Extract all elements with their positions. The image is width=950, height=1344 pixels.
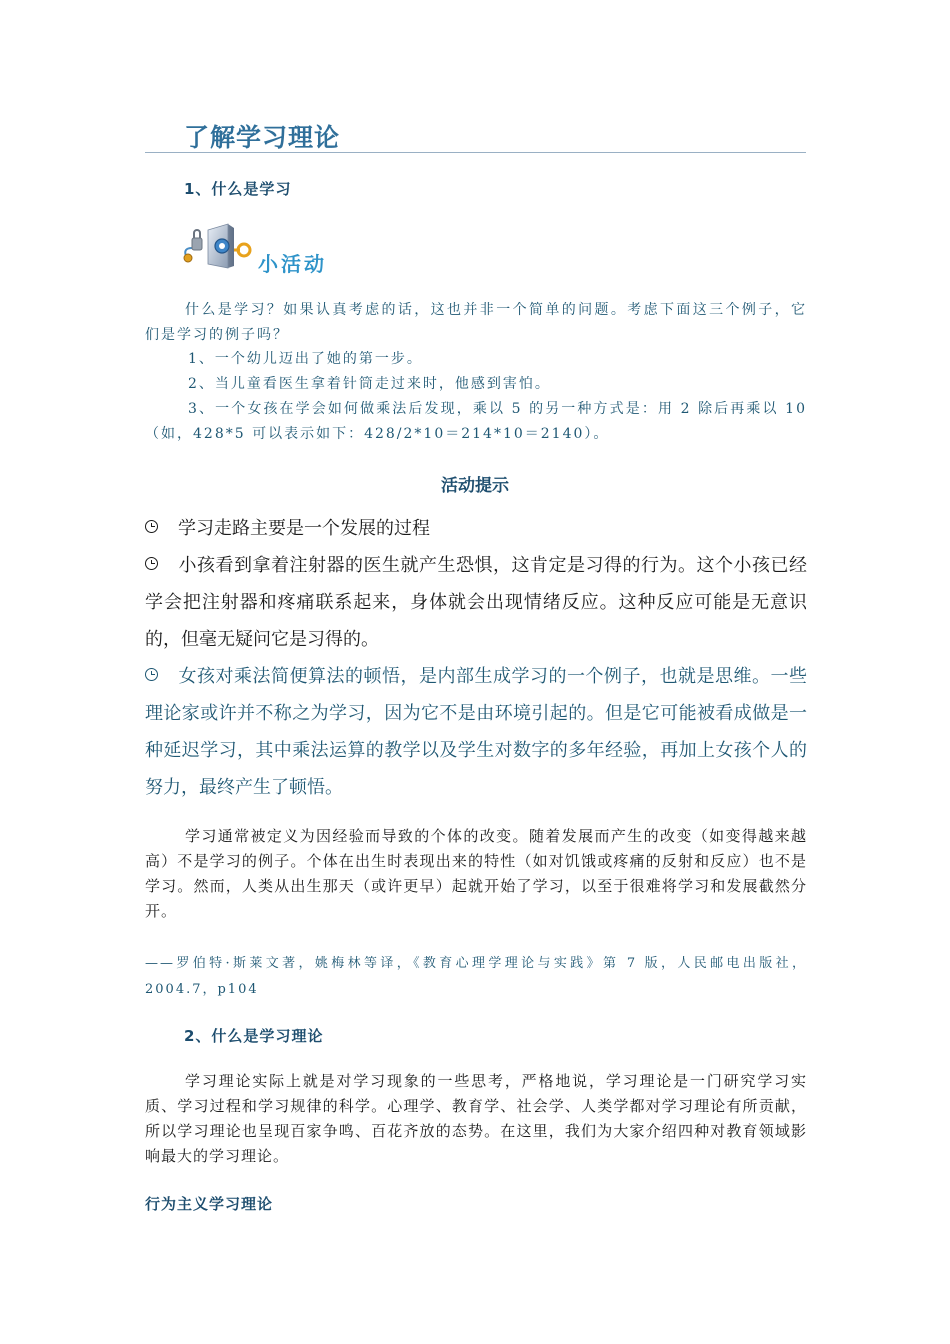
clock-icon bbox=[145, 520, 158, 533]
section-2-paragraph: 学习理论实际上就是对学习现象的一些思考，严格地说，学习理论是一门研究学习实质、学习过程和学习规律的科学。心理学、教育学、社会学、人类学都对学习理论有所贡献，所以学习理论也呈现百家争鸣、百花齐放的态势。在这里，我们为大家介绍四种对教育领域影响最大的学习理论。 bbox=[145, 1072, 807, 1165]
quote-paragraph: 学习通常被定义为因经验而导致的个体的改变。随着发展而产生的改变（如变得越来越高）不是学习的例子。个体在出生时表现出来的特性（如对饥饿或疼痛的反射和反应）也不是学习。然而，人类从出生那天（或许更早）起就开始了学习，以至于很难将学习和发展截然分开。 bbox=[145, 827, 807, 920]
hints-title: 活动提示 bbox=[441, 476, 509, 496]
hint-item bbox=[145, 547, 807, 658]
lock-key-icon bbox=[182, 222, 252, 270]
activity-example-1: 1、一个幼儿迈出了她的第一步。 bbox=[188, 351, 423, 367]
activity-label: 小活动 bbox=[258, 252, 327, 276]
hint-text: 女孩对乘法简便算法的顿悟，是内部生成学习的一个例子，也就是思维。一些理论家或许并不称之为学习，因为它不是由环境引起的。但是它可能被看成做是一种延迟学习，其中乘法运算的教学以及学生对数字的多年经验，再加上女孩个人的努力，最终产生了顿悟。 bbox=[145, 666, 807, 798]
hint-text: 小孩看到拿着注射器的医生就产生恐惧，这肯定是习得的行为。这个小孩已经学会把注射器和疼痛联系起来，身体就会出现情绪反应。这种反应可能是无意识的，但毫无疑问它是习得的。 bbox=[145, 555, 807, 650]
section-1-heading: 1、什么是学习 bbox=[184, 180, 292, 198]
title-divider bbox=[145, 152, 806, 153]
section-2-heading: 2、什么是学习理论 bbox=[184, 1027, 324, 1045]
quote-source: ——罗伯特·斯莱文著，姚梅林等译，《教育心理学理论与实践》第 7 版，人民邮电出版社，2004.7，p104 bbox=[145, 956, 807, 997]
activity-intro: 什么是学习？如果认真考虑的话，这也并非一个简单的问题。考虑下面这三个例子，它们是学习的例子吗？ bbox=[145, 302, 807, 343]
activity-example-3: 3、一个女孩在学会如何做乘法后发现，乘以 5 的另一种方式是：用 2 除后再乘以 10（如，428*5 可以表示如下：428/2*10＝214*10＝2140）。 bbox=[145, 401, 807, 442]
clock-icon bbox=[145, 668, 158, 681]
hint-text: 学习走路主要是一个发展的过程 bbox=[178, 518, 430, 539]
behaviorism-heading: 行为主义学习理论 bbox=[145, 1195, 274, 1213]
hint-item bbox=[145, 658, 807, 806]
activity-example-2: 2、当儿童看医生拿着针筒走过来时，他感到害怕。 bbox=[188, 376, 551, 392]
hint-item bbox=[145, 510, 807, 547]
page-title: 了解学习理论 bbox=[184, 123, 341, 152]
hints-list bbox=[145, 510, 807, 806]
clock-icon bbox=[145, 557, 158, 570]
